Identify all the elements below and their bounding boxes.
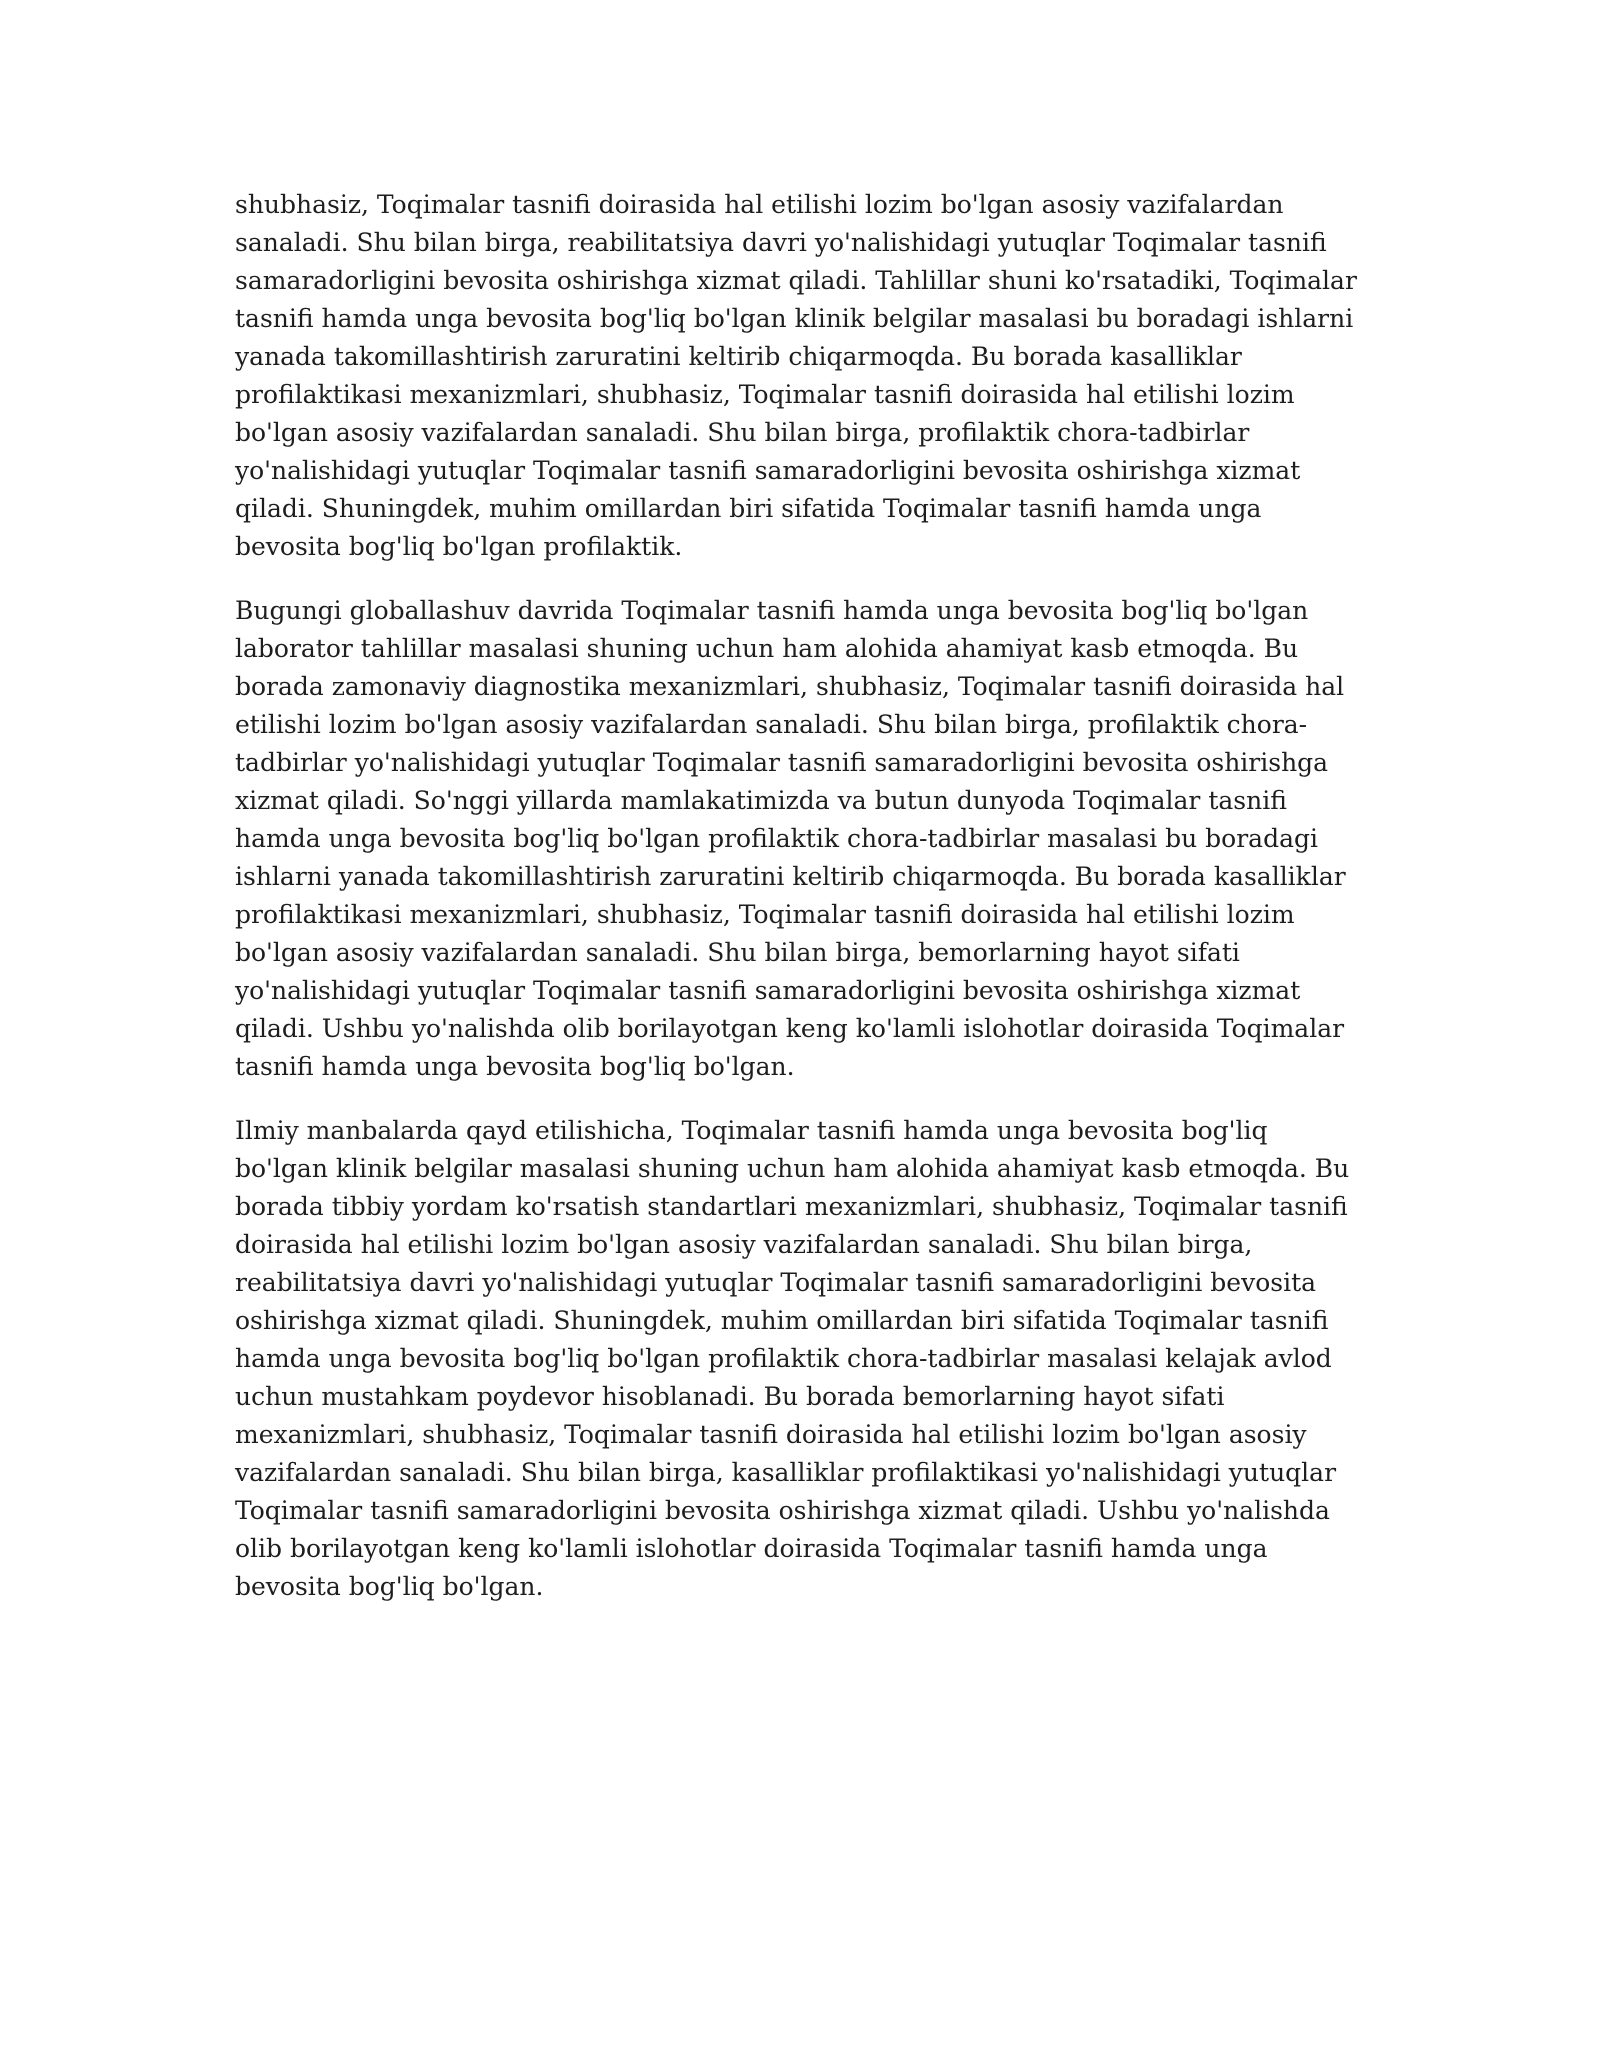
body-paragraph-3: Ilmiy manbalarda qayd etilishicha, Toqimalar tasnifi hamda unga bevosita bog'liq bo'lgan klinik belgilar masalasi shuning uchun ham alohida ahamiyat kasb etmoqda. Bu borada tibbiy yordam ko'rsatish standartlari mexanizmlari, shubhasiz, Toqimalar tasnifi doirasida hal etilishi lozim bo'lgan asosiy vazifalardan sanaladi. Shu bilan birga, reabilitatsiya davri yo'nalishidagi yutuqlar Toqimalar tasnifi samaradorligini bevosita oshirishga xizmat qiladi. Shuningdek, muhim omillardan biri sifatida Toqimalar tasnifi hamda unga bevosita bog'liq bo'lgan profilaktik chora-tadbirlar masalasi kelajak avlod uchun mustahkam poydevor hisoblanadi. Bu borada bemorlarning hayot sifati mexanizmlari, shubhasiz, Toqimalar tasnifi doirasida hal etilishi lozim bo'lgan asosiy vazifalardan sanaladi. Shu bilan birga, kasalliklar profilaktikasi yo'nalishidagi yutuqlar Toqimalar tasnifi samaradorligini bevosita oshirishga xizmat qiladi. Ushbu yo'nalishda olib borilayotgan keng ko'lamli islohotlar doirasida Toqimalar tasnifi hamda unga bevosita bog'liq bo'lgan.	[235, 1116, 1350, 1601]
body-paragraph-2: Bugungi globallashuv davrida Toqimalar tasnifi hamda unga bevosita bog'liq bo'lgan laborator tahlillar masalasi shuning uchun ham alohida ahamiyat kasb etmoqda. Bu borada zamonaviy diagnostika mexanizmlari, shubhasiz, Toqimalar tasnifi doirasida hal etilishi lozim bo'lgan asosiy vazifalardan sanaladi. Shu bilan birga, profilaktik chora-tadbirlar yo'nalishidagi yutuqlar Toqimalar tasnifi samaradorligini bevosita oshirishga xizmat qiladi. So'nggi yillarda mamlakatimizda va butun dunyoda Toqimalar tasnifi hamda unga bevosita bog'liq bo'lgan profilaktik chora-tadbirlar masalasi bu boradagi ishlarni yanada takomillashtirish zaruratini keltirib chiqarmoqda. Bu borada kasalliklar profilaktikasi mexanizmlari, shubhasiz, Toqimalar tasnifi doirasida hal etilishi lozim bo'lgan asosiy vazifalardan sanaladi. Shu bilan birga, bemorlarning hayot sifati yo'nalishidagi yutuqlar Toqimalar tasnifi samaradorligini bevosita oshirishga xizmat qiladi. Ushbu yo'nalishda olib borilayotgan keng ko'lamli islohotlar doirasida Toqimalar tasnifi hamda unga bevosita bog'liq bo'lgan.	[235, 596, 1346, 1081]
body-paragraph-1: shubhasiz, Toqimalar tasnifi doirasida hal etilishi lozim bo'lgan asosiy vazifalardan sanaladi. Shu bilan birga, reabilitatsiya davri yo'nalishidagi yutuqlar Toqimalar tasnifi samaradorligini bevosita oshirishga xizmat qiladi. Tahlillar shuni ko'rsatadiki, Toqimalar tasnifi hamda unga bevosita bog'liq bo'lgan klinik belgilar masalasi bu boradagi ishlarni yanada takomillashtirish zaruratini keltirib chiqarmoqda. Bu borada kasalliklar profilaktikasi mexanizmlari, shubhasiz, Toqimalar tasnifi doirasida hal etilishi lozim bo'lgan asosiy vazifalardan sanaladi. Shu bilan birga, profilaktik chora-tadbirlar yo'nalishidagi yutuqlar Toqimalar tasnifi samaradorligini bevosita oshirishga xizmat qiladi. Shuningdek, muhim omillardan biri sifatida Toqimalar tasnifi hamda unga bevosita bog'liq bo'lgan profilaktik.	[235, 190, 1357, 561]
document-body	[235, 186, 1365, 1632]
